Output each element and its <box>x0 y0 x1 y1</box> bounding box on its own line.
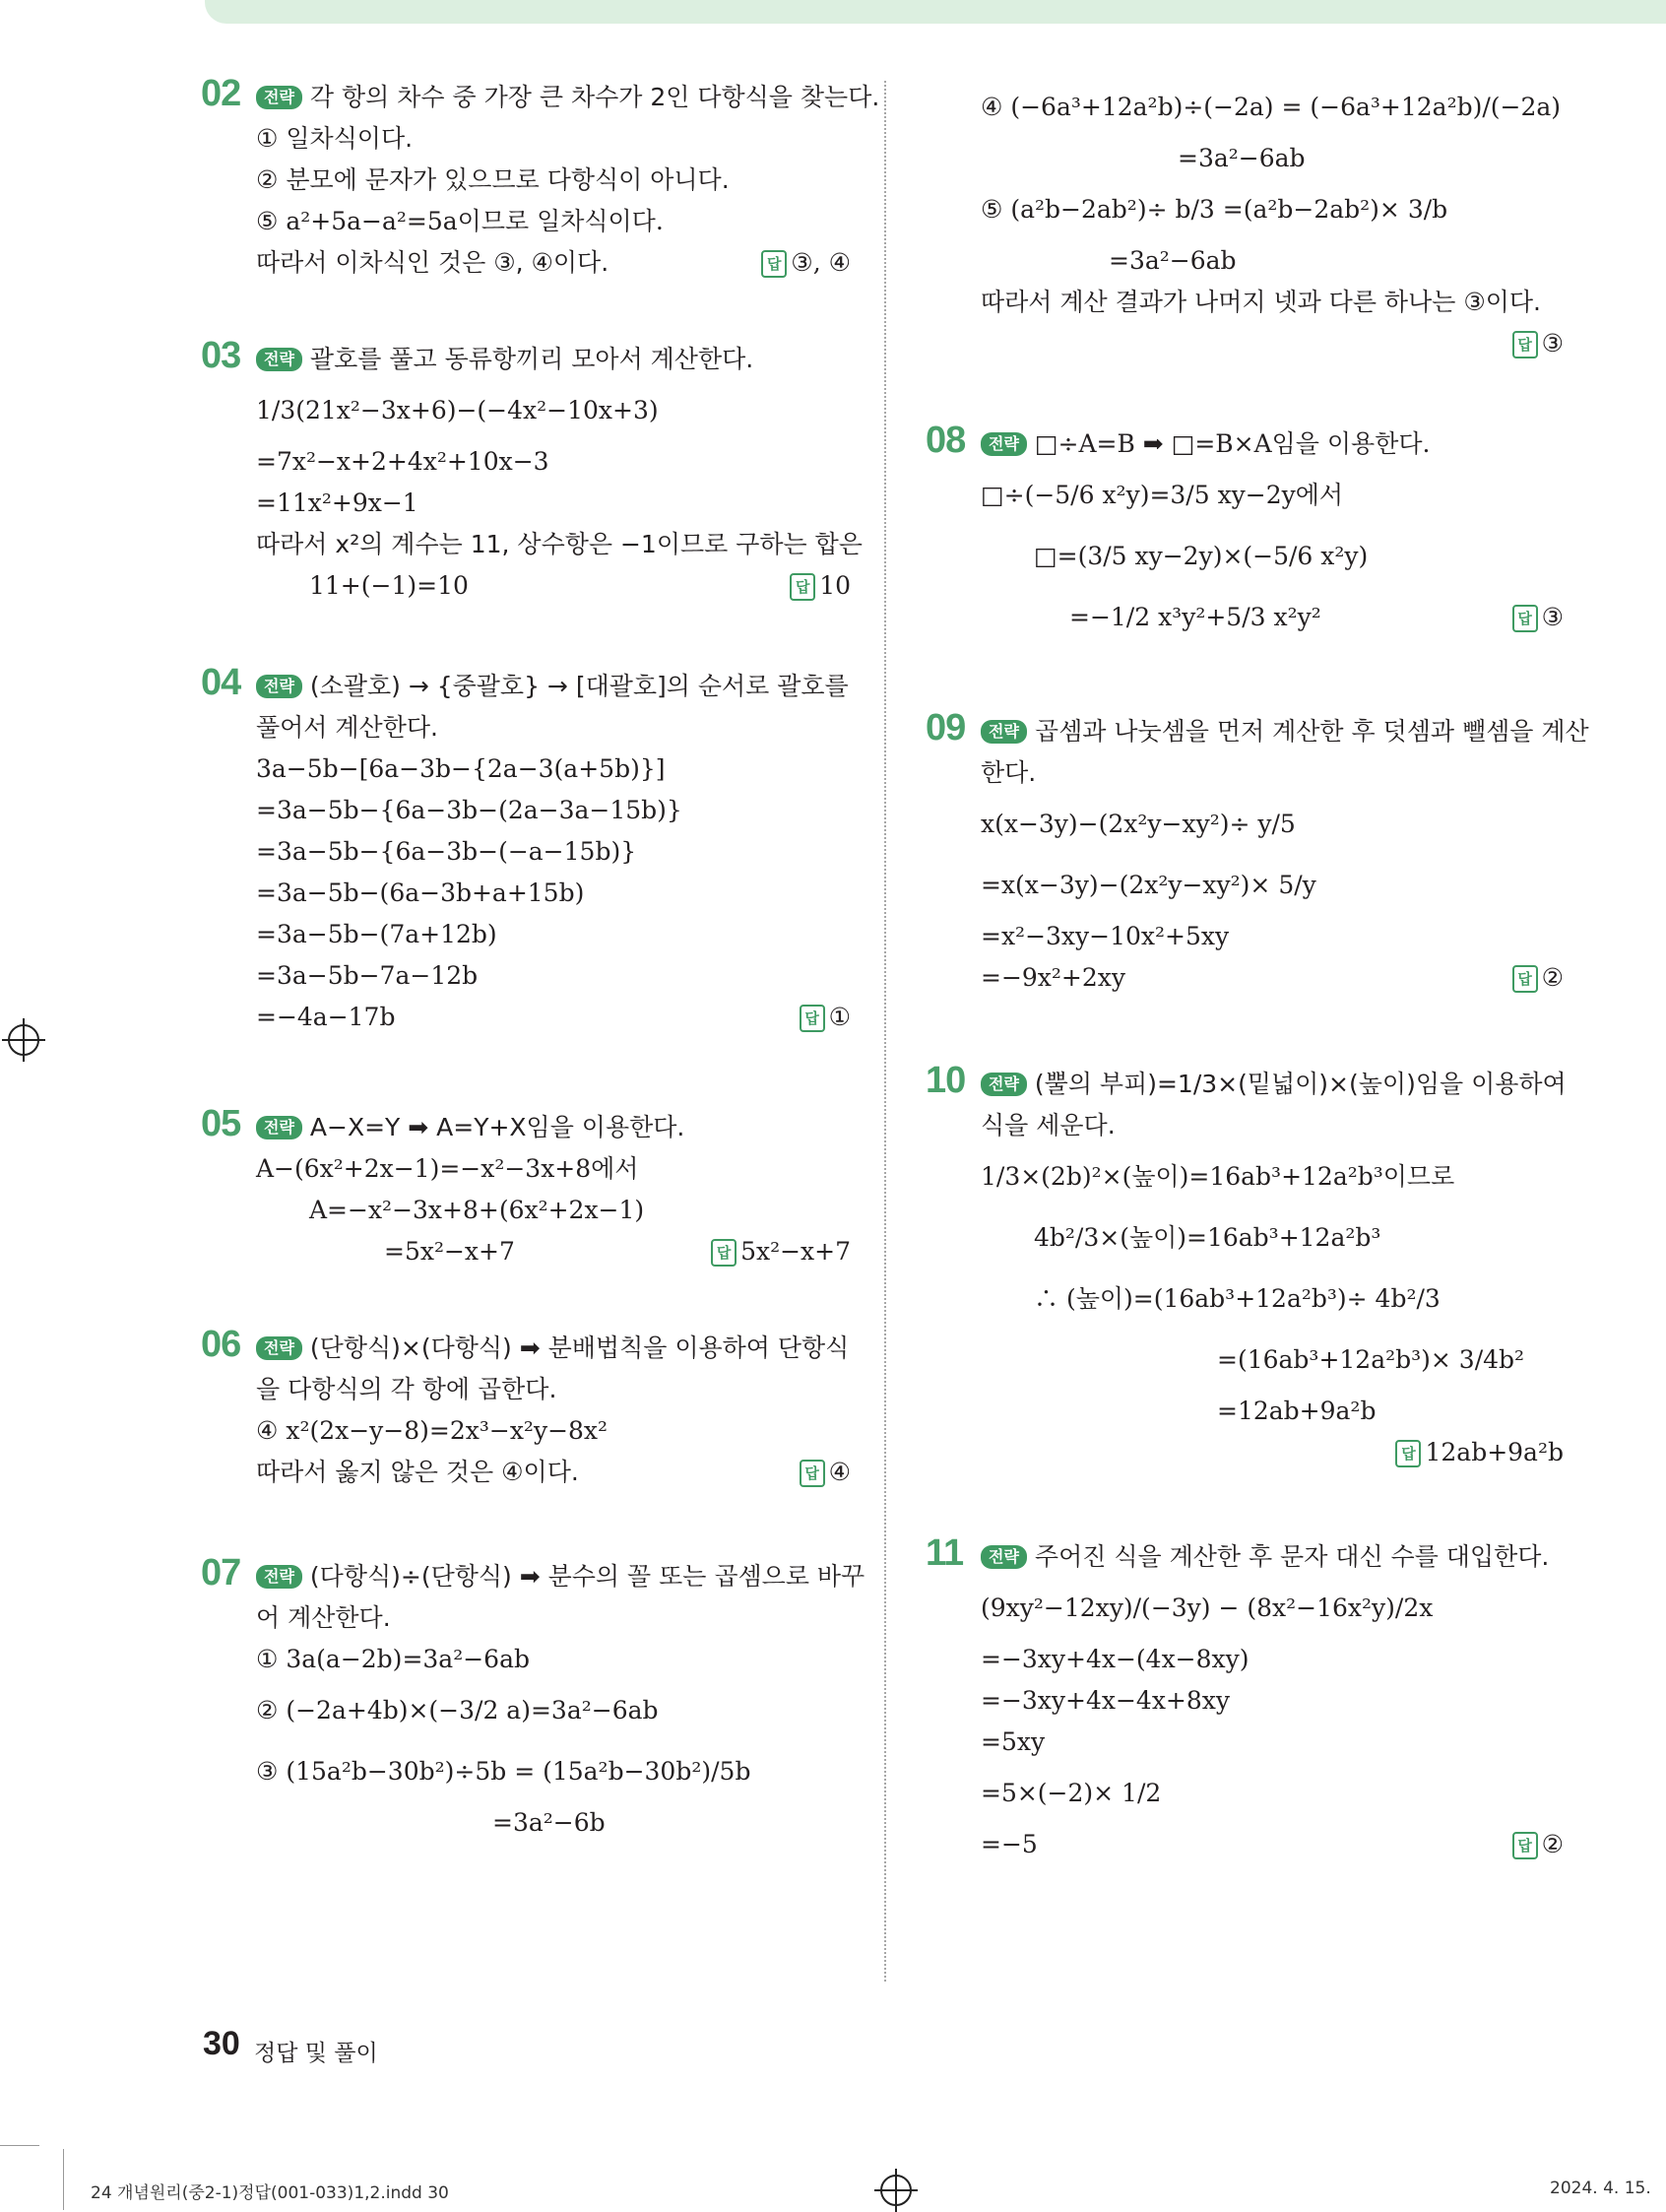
answer-value: ① <box>828 1003 851 1031</box>
problem-number: 02 <box>201 73 241 114</box>
solution-line: ④ x²(2x−y−8)=2x³−x²y−8x² <box>256 1416 609 1445</box>
problem-number: 09 <box>926 707 966 748</box>
crop-mark <box>63 2149 64 2210</box>
answer-badge: 답 <box>1512 605 1538 632</box>
solution-line: =5xy <box>981 1727 1046 1756</box>
strategy-line-2: 어 계산한다. <box>256 1603 391 1632</box>
result-text: =−5 <box>981 1830 1038 1858</box>
answer-badge: 답 <box>761 250 787 278</box>
solution-line: ② (−2a+4b)×(−3/2 a)=3a²−6ab <box>256 1696 659 1724</box>
solution-line <box>256 1231 851 1272</box>
page-number: 30 <box>203 2025 240 2062</box>
solution-line: ① 3a(a−2b)=3a²−6ab <box>256 1645 530 1673</box>
strategy-line <box>256 1328 851 1369</box>
answer-badge: 답 <box>790 573 815 601</box>
problem-11 <box>926 1532 1564 1865</box>
strategy-line <box>256 339 851 380</box>
solution-line: 4b²/3×(높이)=16ab³+12a²b³ <box>1034 1223 1381 1252</box>
strategy-badge: 전략 <box>981 432 1027 456</box>
problem-07-continued <box>926 77 1564 364</box>
solution-line: =x(x−3y)−(2x²y−xy²)× 5/y <box>981 871 1316 899</box>
solution-line: =3a²−6ab <box>1109 246 1237 275</box>
footer-label: 정답 및 풀이 <box>254 2041 378 2066</box>
problem-number: 11 <box>926 1532 964 1574</box>
answer-value: 12ab+9a²b <box>1425 1438 1564 1466</box>
result-text: =−1/2 x³y²+5/3 x²y² <box>1069 603 1321 631</box>
strategy-text: A−X=Y ➡ A=Y+X임을 이용한다. <box>309 1113 685 1141</box>
answer-value: 5x²−x+7 <box>740 1237 851 1266</box>
strategy-text: 각 항의 차수 중 가장 큰 차수가 2인 다항식을 찾는다. <box>309 83 880 111</box>
solution-line: =3a²−6b <box>492 1808 606 1837</box>
solution-line: 따라서 x²의 계수는 11, 상수항은 −1이므로 구하는 합은 <box>256 530 863 558</box>
column-divider <box>884 81 886 1982</box>
problem-number: 03 <box>201 335 241 376</box>
solution-line: ④ (−6a³+12a²b)÷(−2a) = (−6a³+12a²b)/(−2a) <box>981 93 1562 121</box>
strategy-badge: 전략 <box>256 86 302 109</box>
answer <box>1395 1432 1564 1473</box>
problem-09 <box>926 707 1589 999</box>
strategy-line <box>981 423 1564 465</box>
answer-row <box>981 1432 1564 1473</box>
solution-line: ⑤ (a²b−2ab²)÷ b/3 =(a²b−2ab²)× 3/b <box>981 195 1448 224</box>
strategy-line <box>256 666 851 707</box>
solution-line: A=−x²−3x+8+(6x²+2x−1) <box>309 1196 645 1224</box>
solution-line: ③ (15a²b−30b²)÷5b = (15a²b−30b²)/5b <box>256 1757 751 1786</box>
strategy-text: 괄호를 풀고 동류항끼리 모아서 계산한다. <box>309 345 754 373</box>
problem-10 <box>926 1060 1567 1473</box>
problem-03 <box>201 335 863 607</box>
answer-value: ② <box>1541 963 1564 992</box>
solution-line: =3a−5b−(7a+12b) <box>256 920 497 948</box>
solution-line: □÷(−5/6 x²y)=3/5 xy−2y에서 <box>981 481 1344 509</box>
problem-number: 05 <box>201 1103 241 1144</box>
answer-value: ③ <box>1541 603 1564 631</box>
strategy-line <box>256 77 880 118</box>
answer-value: ② <box>1541 1830 1564 1858</box>
answer-badge: 답 <box>1512 1832 1538 1859</box>
strategy-line <box>981 1064 1567 1105</box>
print-slug-filename: 24 개념원리(중2-1)정답(001-033)1,2.indd 30 <box>91 2183 449 2203</box>
strategy-badge: 전략 <box>256 1336 302 1360</box>
solution-line: 1/3(21x²−3x+6)−(−4x²−10x+3) <box>256 396 659 424</box>
problem-07 <box>201 1552 865 1844</box>
solution-line: =3a−5b−{6a−3b−(−a−15b)} <box>256 837 637 866</box>
solution-line: =7x²−x+2+4x²+10x−3 <box>256 447 549 476</box>
solution-line <box>256 997 851 1038</box>
strategy-badge: 전략 <box>256 348 302 371</box>
problem-number: 06 <box>201 1324 241 1365</box>
answer <box>790 565 851 607</box>
answer-badge: 답 <box>800 1005 825 1032</box>
strategy-line <box>256 1107 851 1148</box>
solution-line <box>981 957 1564 999</box>
answer-badge: 답 <box>800 1460 825 1487</box>
top-color-band <box>205 0 1666 24</box>
strategy-text: (소괄호) → {중괄호} → [대괄호]의 순서로 괄호를 <box>309 672 849 700</box>
answer-value: ③, ④ <box>791 248 851 277</box>
answer-badge: 답 <box>711 1239 737 1267</box>
answer-badge: 답 <box>1395 1440 1421 1467</box>
solution-line: ∴ (높이)=(16ab³+12a²b³)÷ 4b²/3 <box>1034 1284 1441 1313</box>
result-text: =5x²−x+7 <box>384 1237 515 1266</box>
solution-line <box>256 565 851 607</box>
solution-line: ② 분모에 문자가 있으므로 다항식이 아니다. <box>256 165 730 194</box>
solution-line <box>256 1452 851 1493</box>
strategy-badge: 전략 <box>981 1073 1027 1096</box>
solution-line <box>256 242 851 284</box>
sum-text: 11+(−1)=10 <box>309 571 469 600</box>
strategy-badge: 전략 <box>256 1565 302 1589</box>
strategy-badge: 전략 <box>981 1545 1027 1569</box>
solution-line: =3a²−6ab <box>1178 144 1306 172</box>
solution-line: 3a−5b−[6a−3b−{2a−3(a+5b)}] <box>256 754 666 783</box>
problem-05 <box>201 1103 851 1272</box>
problem-number: 04 <box>201 662 241 703</box>
solution-line: (9xy²−12xy)/(−3y) − (8x²−16x²y)/2x <box>981 1594 1434 1622</box>
strategy-line <box>256 1556 865 1597</box>
answer <box>1512 587 1564 648</box>
solution-line: =x²−3xy−10x²+5xy <box>981 922 1230 950</box>
strategy-text: (다항식)÷(단항식) ➡ 분수의 꼴 또는 곱셈으로 바꾸 <box>309 1562 865 1591</box>
answer-value: 10 <box>819 571 851 600</box>
solution-line: =5×(−2)× 1/2 <box>981 1779 1162 1807</box>
crop-mark <box>0 2145 39 2146</box>
strategy-line <box>981 711 1589 752</box>
solution-line: □=(3/5 xy−2y)×(−5/6 x²y) <box>1034 542 1369 570</box>
strategy-badge: 전략 <box>981 720 1027 744</box>
problem-number: 07 <box>201 1552 241 1594</box>
solution-line: ⑤ a²+5a−a²=5a이므로 일차식이다. <box>256 207 664 235</box>
answer-row <box>981 323 1564 364</box>
right-column <box>926 77 1589 1865</box>
answer <box>1512 1824 1564 1865</box>
answer-badge: 답 <box>1512 331 1538 358</box>
print-slug-date: 2024. 4. 15. <box>1550 2179 1651 2198</box>
problem-06 <box>201 1324 851 1493</box>
strategy-line-2: 한다. <box>981 758 1037 787</box>
solution-line: =(16ab³+12a²b³)× 3/4b² <box>1217 1345 1525 1374</box>
solution-line: =11x²+9x−1 <box>256 488 418 517</box>
strategy-line-2: 을 다항식의 각 항에 곱한다. <box>256 1375 557 1403</box>
solution-line <box>981 587 1564 648</box>
answer <box>761 242 851 284</box>
problem-number: 08 <box>926 420 966 461</box>
result-text: =−9x²+2xy <box>981 963 1125 992</box>
solution-line: =12ab+9a²b <box>1217 1397 1377 1425</box>
solution-line: 따라서 계산 결과가 나머지 넷과 다른 하나는 ③이다. <box>981 288 1541 316</box>
left-column <box>201 73 880 1844</box>
solution-line <box>981 1824 1564 1865</box>
strategy-text: □÷A=B ➡ □=B×A임을 이용한다. <box>1034 429 1431 458</box>
registration-mark-icon <box>8 1024 39 1056</box>
solution-line: =−3xy+4x−4x+8xy <box>981 1686 1231 1715</box>
answer <box>800 997 851 1038</box>
answer <box>800 1452 851 1493</box>
answer-badge: 답 <box>1512 965 1538 993</box>
strategy-badge: 전략 <box>256 1116 302 1139</box>
solution-line: =3a−5b−(6a−3b+a+15b) <box>256 878 585 907</box>
answer <box>1512 957 1564 999</box>
problem-number: 10 <box>926 1060 966 1101</box>
solution-line: =3a−5b−{6a−3b−(2a−3a−15b)} <box>256 796 682 824</box>
problem-04 <box>201 662 851 1038</box>
strategy-badge: 전략 <box>256 675 302 698</box>
answer <box>711 1231 851 1272</box>
problem-08 <box>926 420 1564 648</box>
solution-line: ① 일차식이다. <box>256 124 414 153</box>
registration-mark-icon <box>880 2175 912 2206</box>
solution-line: =−3xy+4x−(4x−8xy) <box>981 1645 1250 1673</box>
solution-line: x(x−3y)−(2x²y−xy²)÷ y/5 <box>981 810 1296 838</box>
result-text: =−4a−17b <box>256 1003 396 1031</box>
solution-line: A−(6x²+2x−1)=−x²−3x+8에서 <box>256 1154 639 1183</box>
strategy-text: (뿔의 부피)=1/3×(밑넓이)×(높이)임을 이용하여 <box>1034 1070 1567 1098</box>
answer <box>1512 323 1564 364</box>
answer-value: ④ <box>828 1458 851 1486</box>
strategy-line <box>981 1536 1564 1578</box>
strategy-text: (단항식)×(다항식) ➡ 분배법칙을 이용하여 단항식 <box>309 1334 850 1362</box>
solution-line: =3a−5b−7a−12b <box>256 961 479 990</box>
problem-02 <box>201 73 880 284</box>
conclusion-text: 따라서 이차식인 것은 ③, ④이다. <box>256 248 609 277</box>
strategy-line-2: 풀어서 계산한다. <box>256 713 438 742</box>
strategy-text: 주어진 식을 계산한 후 문자 대신 수를 대입한다. <box>1034 1542 1550 1571</box>
strategy-line-2: 식을 세운다. <box>981 1111 1116 1139</box>
answer-value: ③ <box>1541 329 1564 358</box>
strategy-text: 곱셈과 나눗셈을 먼저 계산한 후 덧셈과 뺄셈을 계산 <box>1034 717 1589 746</box>
solution-line: 1/3×(2b)²×(높이)=16ab³+12a²b³이므로 <box>981 1162 1455 1191</box>
conclusion-text: 따라서 옳지 않은 것은 ④이다. <box>256 1458 579 1486</box>
